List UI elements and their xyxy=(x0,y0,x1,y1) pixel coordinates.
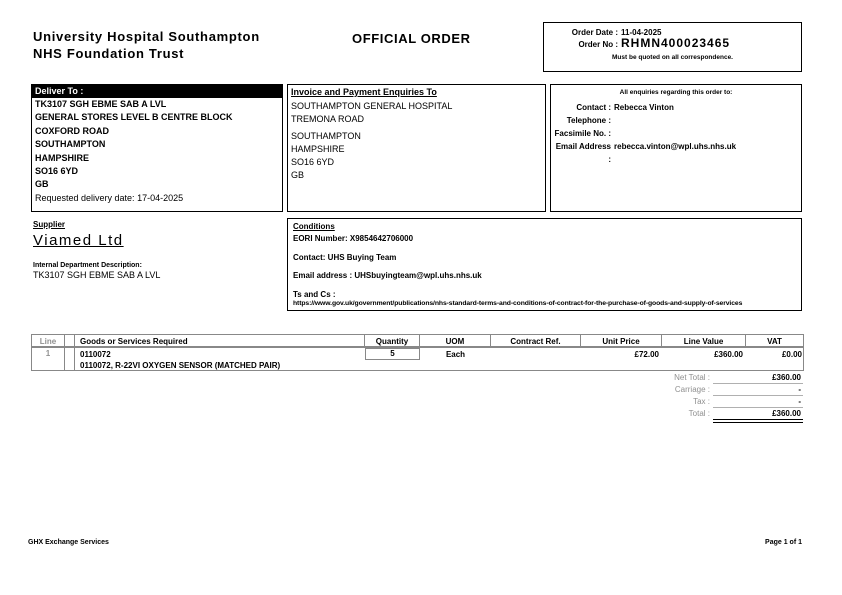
deliver-address-line: HAMPSHIRE xyxy=(35,152,90,163)
document-title: OFFICIAL ORDER xyxy=(352,31,471,46)
col-header-unit-price: Unit Price xyxy=(581,335,662,346)
invoice-address-line: TREMONA ROAD xyxy=(291,114,365,124)
row-vat: £0.00 xyxy=(781,350,802,359)
net-total-label: Net Total : xyxy=(674,373,710,382)
contact-label: Contact : xyxy=(576,103,611,112)
total-label: Total : xyxy=(688,409,710,418)
enquiries-box xyxy=(550,84,802,212)
supplier-name: Viamed Ltd xyxy=(33,232,124,249)
deliver-address-line: GENERAL STORES LEVEL B CENTRE BLOCK xyxy=(35,112,233,123)
deliver-address-line: SO16 6YD xyxy=(35,166,79,177)
total-value: £360.00 xyxy=(713,409,803,423)
ts-and-cs-url: https://www.gov.uk/government/publications/nhs-standard-terms-and-conditions-of-contract-for-the-purchase-of-goods-and-supply-of-services xyxy=(293,300,743,307)
conditions-box xyxy=(287,218,802,311)
row-quantity: 5 xyxy=(365,348,420,360)
invoice-address-line: HAMPSHIRE xyxy=(291,144,345,154)
ts-and-cs-label: Ts and Cs : xyxy=(293,290,336,299)
deliver-address-line: GB xyxy=(35,179,49,190)
col-header-blank xyxy=(65,335,75,346)
contact-value: Rebecca Vinton xyxy=(614,103,674,112)
conditions-header: Conditions xyxy=(293,222,335,231)
row-line-value: £360.00 xyxy=(714,350,743,359)
invoice-to-box xyxy=(287,84,546,212)
col-header-line-value: Line Value xyxy=(662,335,746,346)
invoice-address-line: SOUTHAMPTON GENERAL HOSPITAL xyxy=(291,101,453,111)
row-uom: Each xyxy=(445,350,466,359)
conditions-contact: Contact: UHS Buying Team xyxy=(293,253,397,262)
col-header-goods: Goods or Services Required xyxy=(75,335,365,346)
deliver-to-box xyxy=(31,84,283,212)
trust-name-line2: NHS Foundation Trust xyxy=(33,46,185,61)
table-row xyxy=(31,347,804,371)
order-no-label: Order No : xyxy=(578,40,618,49)
row-item-code: 0110072 xyxy=(80,350,111,359)
col-header-line: Line xyxy=(32,335,65,346)
order-note: Must be quoted on all correspondence. xyxy=(612,54,733,61)
col-header-uom: UOM xyxy=(420,335,491,346)
email-value: rebecca.vinton@wpl.uhs.nhs.uk xyxy=(614,142,737,151)
trust-name-line1: University Hospital Southampton xyxy=(33,29,260,44)
conditions-email: Email address : UHSbuyingteam@wpl.uhs.nhs.uk xyxy=(293,271,482,280)
row-line-number: 1 xyxy=(32,348,65,370)
carriage-value: - xyxy=(713,385,803,396)
email-label: Email Address : xyxy=(555,142,611,164)
row-blank-cell xyxy=(65,348,75,370)
internal-dept-value: TK3107 SGH EBME SAB A LVL xyxy=(33,270,161,280)
row-unit-price: £72.00 xyxy=(634,350,659,359)
internal-dept-label: Internal Department Description: xyxy=(33,262,142,269)
carriage-label: Carriage : xyxy=(674,385,710,394)
eori-number: EORI Number: X9854642706000 xyxy=(293,234,414,243)
col-header-contract-ref: Contract Ref. xyxy=(491,335,581,346)
tax-label: Tax : xyxy=(693,397,710,406)
deliver-address-line: SOUTHAMPTON xyxy=(35,139,106,150)
items-table-header xyxy=(31,334,804,347)
row-item-description: 0110072, R-22VI OXYGEN SENSOR (MATCHED PAIR) xyxy=(80,361,281,370)
order-summary-box xyxy=(543,22,802,72)
telephone-label: Telephone : xyxy=(566,116,611,125)
requested-delivery-date: Requested delivery date: 17-04-2025 xyxy=(35,192,184,203)
net-total-value: £360.00 xyxy=(713,373,803,384)
col-header-vat: VAT xyxy=(767,337,782,346)
order-date-value: 11-04-2025 xyxy=(621,28,662,37)
footer-service-name: GHX Exchange Services xyxy=(28,539,109,546)
enquiries-heading: All enquiries regarding this order to: xyxy=(619,89,733,96)
order-date-label: Order Date : xyxy=(571,28,618,37)
invoice-to-header: Invoice and Payment Enquiries To xyxy=(291,87,437,97)
order-no-value: RHMN400023465 xyxy=(621,36,731,50)
invoice-address-line: GB xyxy=(291,170,305,180)
totals-section xyxy=(630,373,803,424)
invoice-address-line: SOUTHAMPTON xyxy=(291,131,361,141)
facsimile-label: Facsimile No. : xyxy=(554,129,611,138)
page-number: Page 1 of 1 xyxy=(765,539,802,546)
invoice-address-line: SO16 6YD xyxy=(291,157,335,167)
deliver-to-header: Deliver To : xyxy=(32,85,282,98)
supplier-label: Supplier xyxy=(33,220,66,229)
col-header-quantity: Quantity xyxy=(365,335,420,346)
deliver-address-line: TK3107 SGH EBME SAB A LVL xyxy=(35,99,167,109)
trust-name xyxy=(33,28,260,62)
tax-value: - xyxy=(713,397,803,408)
deliver-address-line: COXFORD ROAD xyxy=(35,125,109,136)
